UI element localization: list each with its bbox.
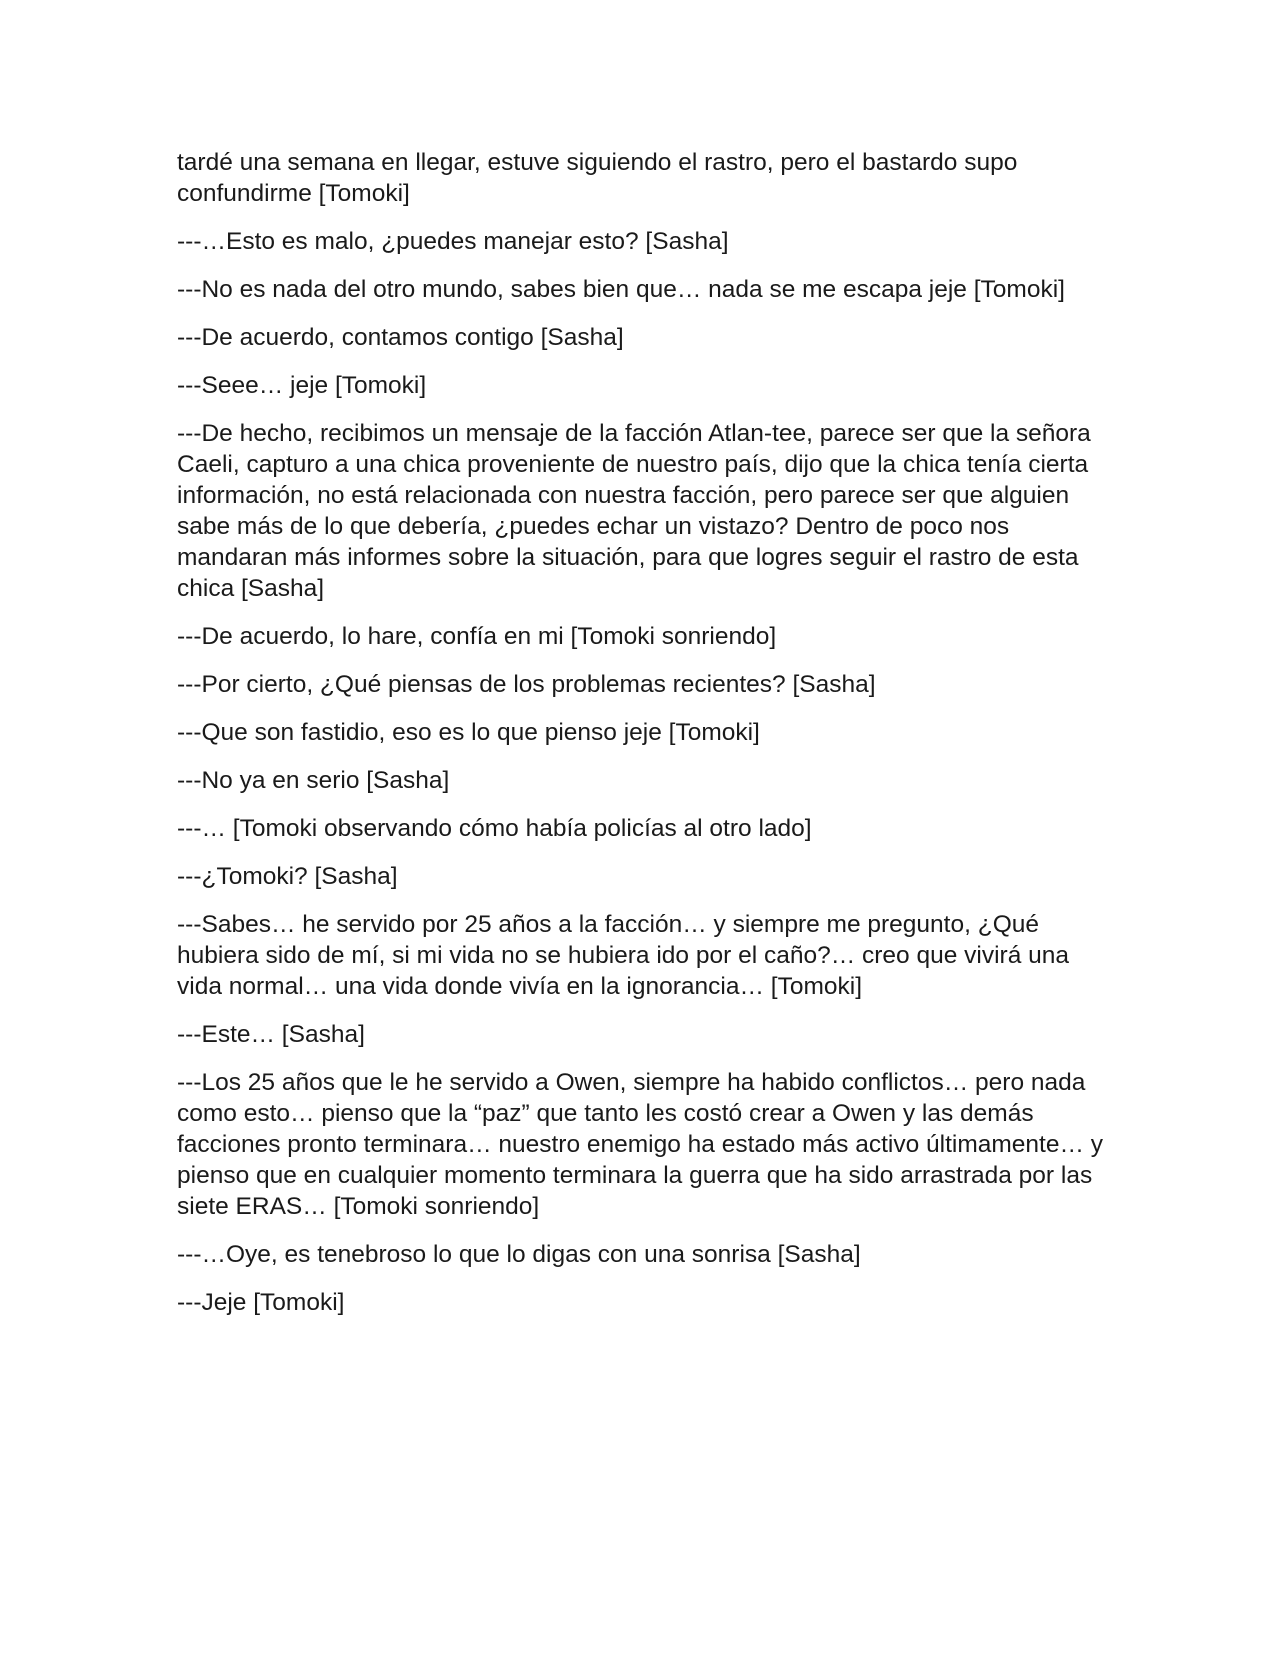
paragraph: ---Por cierto, ¿Qué piensas de los problemas recientes? [Sasha]: [177, 671, 876, 698]
document-body: [177, 147, 1107, 1335]
paragraph: ---No ya en serio [Sasha]: [177, 767, 450, 794]
paragraph: ---… [Tomoki observando cómo había policías al otro lado]: [177, 815, 812, 842]
paragraph: tardé una semana en llegar, estuve siguiendo el rastro, pero el bastardo supo confundirme [Tomoki]: [177, 149, 1018, 207]
paragraph: ---Que son fastidio, eso es lo que pienso jeje [Tomoki]: [177, 719, 760, 746]
paragraph: ---Jeje [Tomoki]: [177, 1289, 345, 1316]
paragraph: ---Este… [Sasha]: [177, 1021, 365, 1048]
paragraph: ---Seee… jeje [Tomoki]: [177, 372, 427, 399]
paragraph: ---…Esto es malo, ¿puedes manejar esto? [Sasha]: [177, 228, 729, 255]
paragraph: ---De hecho, recibimos un mensaje de la facción Atlan-tee, parece ser que la señora Caeli, capturo a una chica proveniente de nuestro país, dijo que la chica tenía cierta información, no está relacionada con nuestra facción, pero parece ser que alguien sabe más de lo que debería, ¿puedes echar un vistazo? Dentro de poco nos mandaran más informes sobre la situación, para que logres seguir el rastro de esta chica [Sasha]: [177, 420, 1091, 602]
paragraph: ---Sabes… he servido por 25 años a la facción… y siempre me pregunto, ¿Qué hubiera sido de mí, si mi vida no se hubiera ido por el caño?… creo que vivirá una vida normal… una vida donde vivía en la ignorancia… [Tomoki]: [177, 911, 1070, 1000]
paragraph: ---…Oye, es tenebroso lo que lo digas con una sonrisa [Sasha]: [177, 1241, 861, 1268]
paragraph: ---De acuerdo, contamos contigo [Sasha]: [177, 324, 624, 351]
paragraph: ---¿Tomoki? [Sasha]: [177, 863, 398, 890]
paragraph: ---Los 25 años que le he servido a Owen, siempre ha habido conflictos… pero nada como esto… pienso que la “paz” que tanto les costó crear a Owen y las demás facciones pronto terminara… nuestro enemigo ha estado más activo últimamente… y pienso que en cualquier momento terminara la guerra que ha sido arrastrada por las siete ERAS… [Tomoki sonriendo]: [177, 1069, 1104, 1220]
paragraph: ---No es nada del otro mundo, sabes bien que… nada se me escapa jeje [Tomoki]: [177, 276, 1065, 303]
paragraph: ---De acuerdo, lo hare, confía en mi [Tomoki sonriendo]: [177, 623, 777, 650]
